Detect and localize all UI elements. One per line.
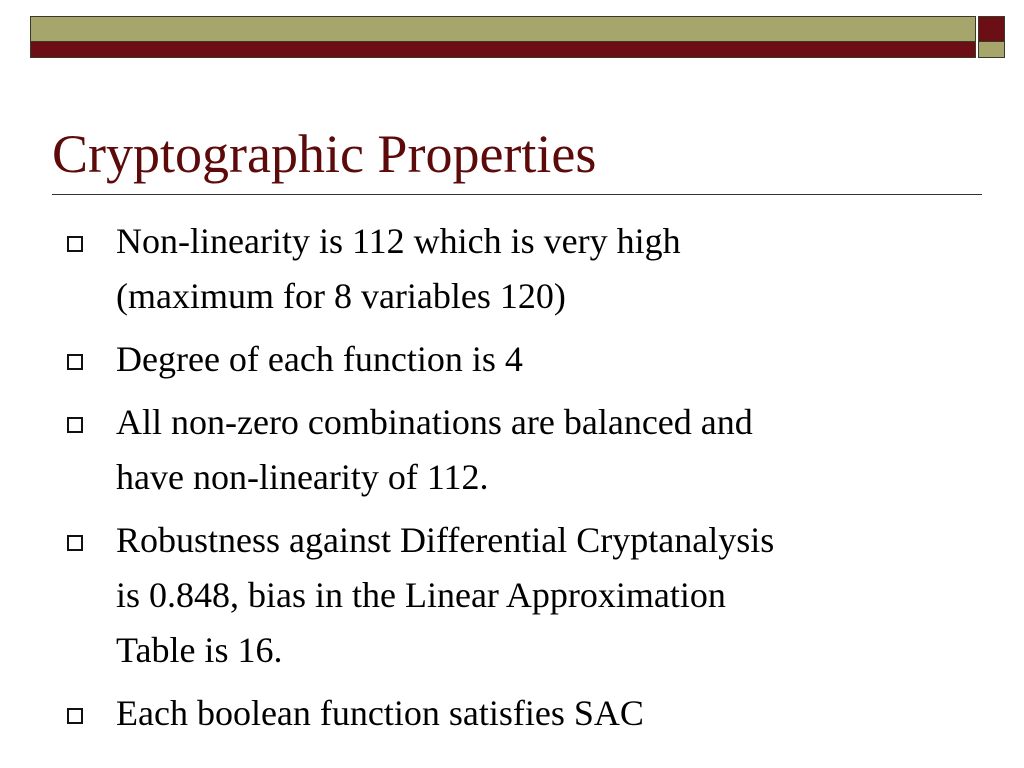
bullet-text-line: is 0.848, bias in the Linear Approximation (116, 575, 726, 615)
bullet-list (66, 214, 966, 749)
bullet-item (66, 395, 966, 505)
header-square-maroon (978, 16, 1005, 42)
header-decoration (30, 16, 1006, 58)
bullet-text-line: Each boolean function satisfies SAC (116, 693, 644, 733)
header-bar-olive (30, 16, 976, 42)
hollow-square-bullet-icon (67, 708, 83, 724)
header-bar-maroon (30, 42, 976, 58)
bullet-text-line: Degree of each function is 4 (116, 339, 523, 379)
hollow-square-bullet-icon (67, 236, 83, 252)
bullet-text-line: (maximum for 8 variables 120) (116, 276, 566, 316)
title-underline (52, 194, 982, 195)
hollow-square-bullet-icon (67, 417, 83, 433)
bullet-text-line: All non-zero combinations are balanced and (116, 402, 753, 442)
bullet-text-line: Robustness against Differential Cryptanalysis (116, 520, 775, 560)
bullet-text-line: Table is 16. (116, 630, 283, 670)
hollow-square-bullet-icon (67, 354, 83, 370)
hollow-square-bullet-icon (67, 535, 83, 551)
bullet-item (66, 214, 966, 324)
bullet-item (66, 513, 966, 678)
bullet-item (66, 686, 966, 741)
header-square-olive (978, 42, 1005, 58)
bullet-text-line: Non-linearity is 112 which is very high (116, 221, 681, 261)
bullet-text-line: have non-linearity of 112. (116, 457, 489, 497)
bullet-item (66, 332, 966, 387)
slide-title: Cryptographic Properties (52, 124, 597, 184)
